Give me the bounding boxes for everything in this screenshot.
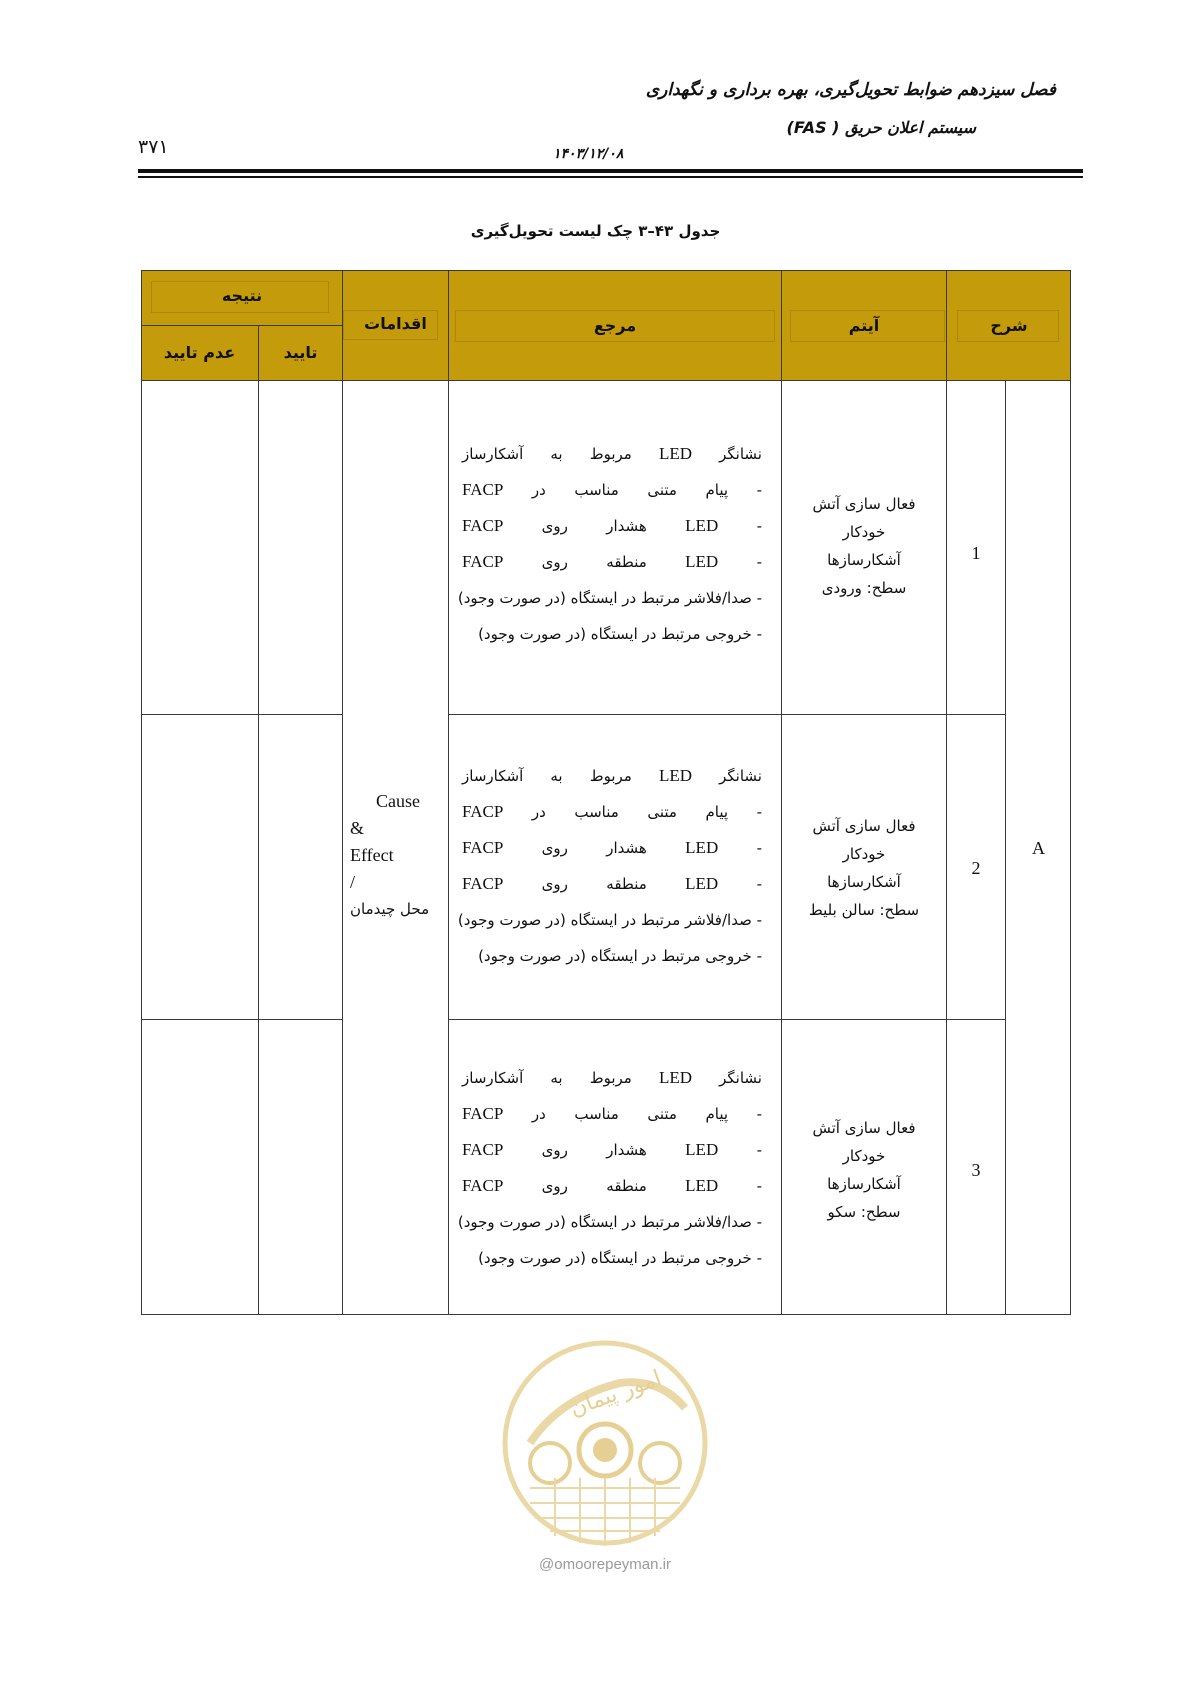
- header-item: آیتم: [848, 316, 880, 335]
- table-caption: جدول ۴۳–۳ چک لیست تحویل‌گیری: [470, 222, 721, 240]
- reference-line: - صدا/فلاشر مرتبط در ایستگاه (در صورت وجود): [457, 1213, 762, 1231]
- item-line: فعال سازی آتش: [812, 1119, 916, 1137]
- row-number: 3: [971, 1160, 981, 1180]
- reference-line: - پیام متنی مناسب در FACP: [462, 480, 762, 499]
- reference-line: - LED هشدار روی FACP: [462, 1140, 762, 1159]
- header-not-approve: عدم تایید: [163, 343, 236, 362]
- item-cell: [782, 812, 946, 924]
- reference-line: - صدا/فلاشر مرتبط در ایستگاه (در صورت وجود): [457, 911, 762, 929]
- reference-line: - LED منطقه روی FACP: [462, 1176, 762, 1195]
- header-rule-thin: [138, 176, 1083, 178]
- section-label: A: [1032, 838, 1045, 858]
- header-description: شرح: [990, 316, 1028, 335]
- reference-line: - پیام متنی مناسب در FACP: [462, 802, 762, 821]
- page-number: ۳۷۱: [138, 136, 169, 158]
- reference-line: - خروجی مرتبط در ایستگاه (در صورت وجود): [478, 947, 762, 965]
- reference-line: نشانگر LED مربوط به آشکارساز: [462, 1068, 762, 1087]
- header-actions: اقدامات: [364, 314, 427, 333]
- item-cell: [782, 490, 946, 602]
- actions-layout: محل چیدمان: [350, 900, 430, 918]
- row-number: 2: [971, 858, 981, 878]
- reference-cell: [457, 436, 762, 652]
- reference-line: نشانگر LED مربوط به آشکارساز: [462, 444, 762, 463]
- header-reference: مرجع: [593, 316, 637, 335]
- header-rule-thick: [138, 169, 1083, 173]
- actions-cause: Cause: [376, 791, 420, 811]
- logo-lettering: امور پیمان: [566, 1365, 665, 1422]
- document-date: ۱۴۰۳/۱۲/۰۸: [553, 146, 624, 162]
- item-line: خودکار: [842, 845, 886, 863]
- reference-cell: [457, 758, 762, 974]
- reference-line: - صدا/فلاشر مرتبط در ایستگاه (در صورت وجود): [457, 589, 762, 607]
- item-line: آشکارسازها: [827, 1175, 901, 1193]
- actions-and: &: [350, 818, 365, 838]
- item-line: سطح: سکو: [827, 1203, 901, 1221]
- item-line: فعال سازی آتش: [812, 817, 916, 835]
- reference-cell: [457, 1060, 762, 1276]
- row-number: 1: [971, 543, 981, 563]
- header-result: نتیجه: [221, 286, 263, 305]
- reference-line: - خروجی مرتبط در ایستگاه (در صورت وجود): [478, 625, 762, 643]
- reference-line: - پیام متنی مناسب در FACP: [462, 1104, 762, 1123]
- watermark-logo-icon: [500, 1338, 710, 1548]
- watermark-site: @omoorepeyman.ir: [539, 1556, 671, 1573]
- reference-line: - خروجی مرتبط در ایستگاه (در صورت وجود): [478, 1249, 762, 1267]
- item-cell: [782, 1114, 946, 1226]
- item-line: خودکار: [842, 1147, 886, 1165]
- item-line: فعال سازی آتش: [812, 495, 916, 513]
- reference-line: - LED هشدار روی FACP: [462, 838, 762, 857]
- reference-line: - LED منطقه روی FACP: [462, 552, 762, 571]
- item-line: آشکارسازها: [827, 873, 901, 891]
- reference-line: نشانگر LED مربوط به آشکارساز: [462, 766, 762, 785]
- reference-line: - LED منطقه روی FACP: [462, 874, 762, 893]
- header-approve: تایید: [283, 343, 318, 362]
- item-line: سطح: سالن بلیط: [808, 901, 920, 919]
- chapter-title: فصل سیزدهم ضوابط تحویل‌گیری، بهره برداری و نگهداری: [645, 80, 1056, 100]
- item-line: سطح: ورودی: [821, 579, 907, 597]
- item-line: آشکارسازها: [827, 551, 901, 569]
- actions-cell: [350, 788, 442, 923]
- item-line: خودکار: [842, 523, 886, 541]
- system-title: سیستم اعلان حریق ( FAS): [786, 118, 976, 137]
- reference-line: - LED هشدار روی FACP: [462, 516, 762, 535]
- actions-effect: Effect /: [350, 845, 394, 892]
